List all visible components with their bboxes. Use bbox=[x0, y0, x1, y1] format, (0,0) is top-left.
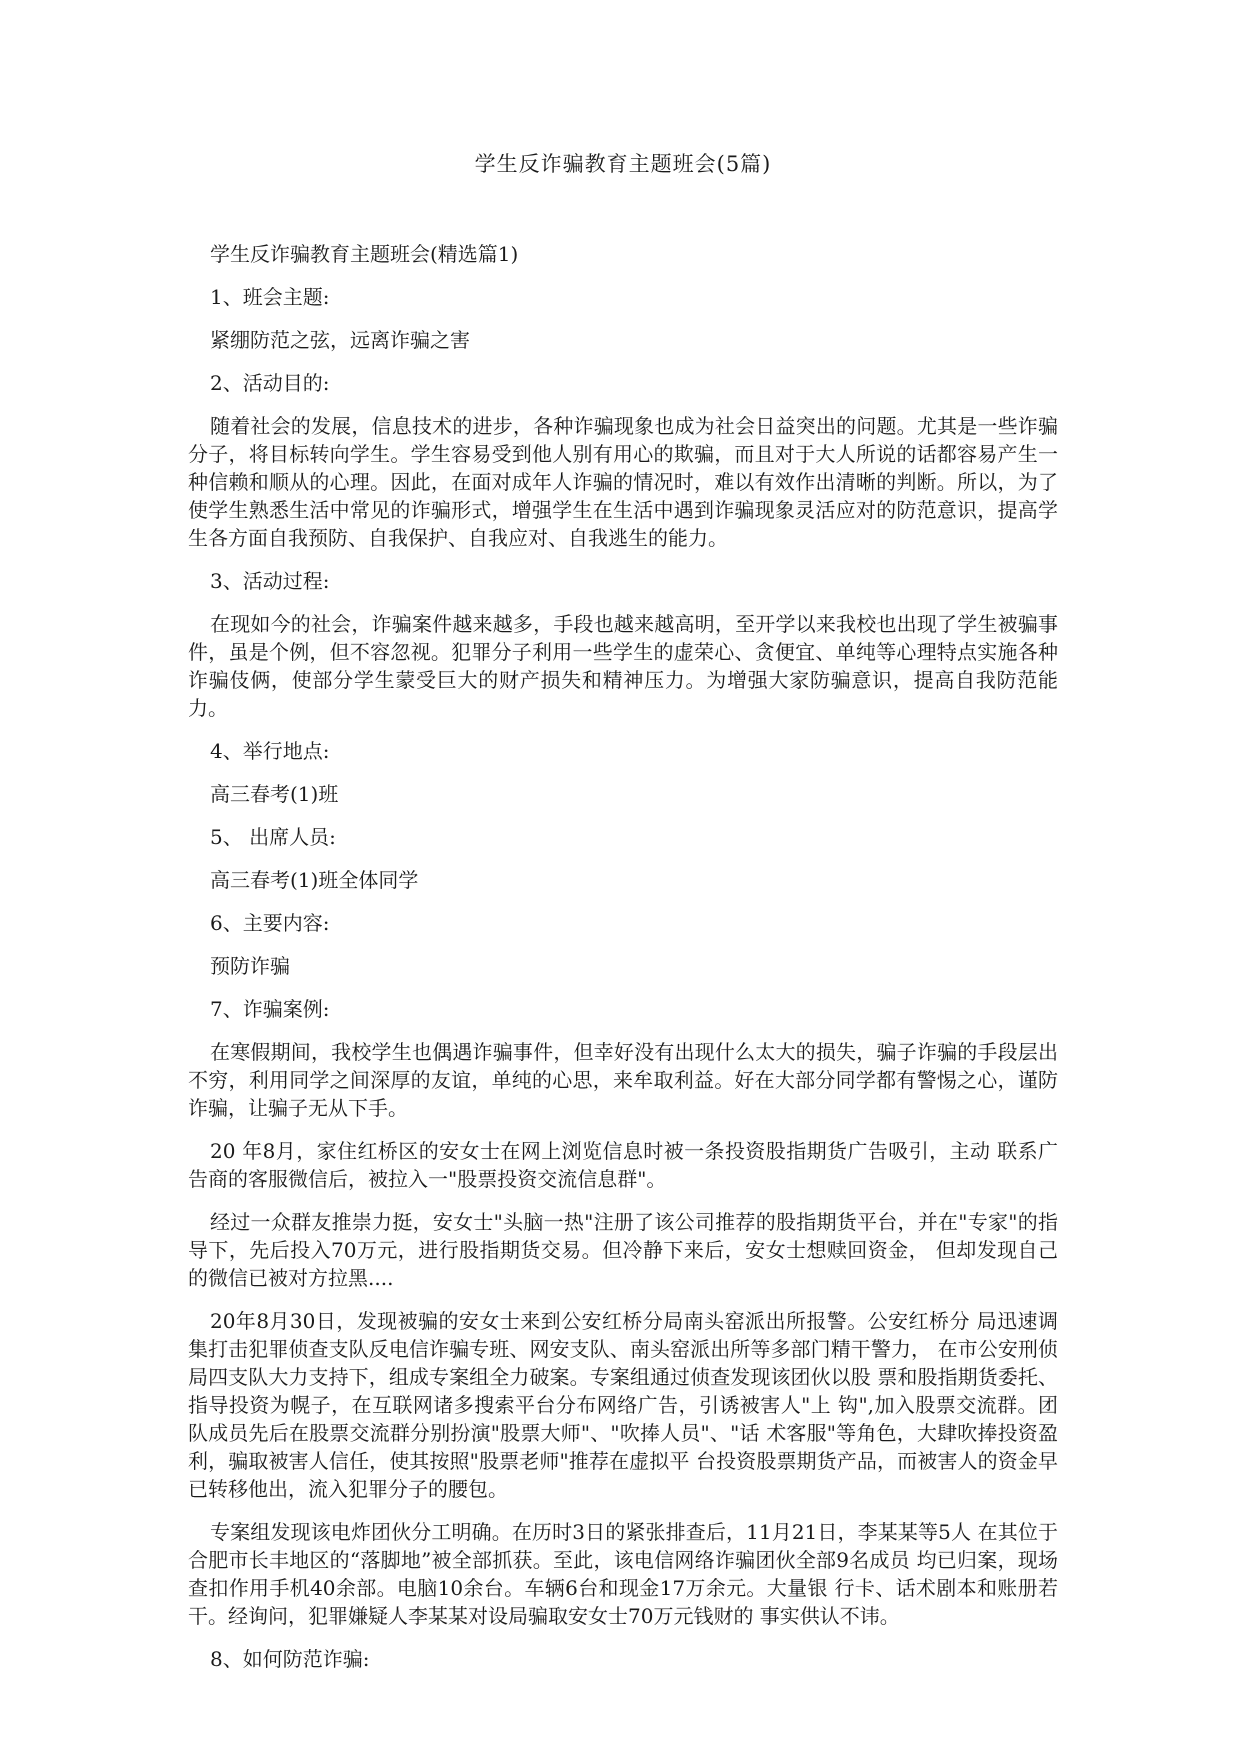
heading-attendees: 5、 出席人员: bbox=[210, 825, 336, 849]
paragraph-process: 在现如今的社会，诈骗案件越来越多，手段也越来越高明，至开学以来我校也出现了学生被骗事件，虽是个例，但不容忽视。犯罪分子利用一些学生的虚荣心、贪便宜、单纯等心理特点实施各种诈骗伎俩，使部分学生蒙受巨大的财产损失和精神压力。为增强大家防骗意识，提高自我防范能力。 bbox=[188, 612, 1058, 720]
paragraph-case-1: 20 年8月，家住红桥区的安女士在网上浏览信息时被一条投资股指期货广告吸引，主动 联系广告商的客服微信后，被拉入一"股票投资交流信息群"。 bbox=[188, 1139, 1058, 1191]
paragraph-case-3: 20年8月30日，发现被骗的安女士来到公安红桥分局南头窑派出所报警。公安红桥分 局迅速调集打击犯罪侦查支队反电信诈骗专班、网安支队、南头窑派出所等多部门精干警力， 在市公安刑侦局四支队大力支持下，组成专案组全力破案。专案组通过侦查发现该团伙以股 票和股指期货委托、指导投资为幌子，在互联网诸多搜索平台分布网络广告，引诱被害人"上 钩",加入股票交流群。团队成员先后在股票交流群分别扮演"股票大师"、"吹捧人员"、"话 术客服"等角色，大肆吹捧投资盈利，骗取被害人信任，使其按照"股票老师"推荐在虚拟平 台投资股票期货产品，而被害人的资金早已转移他出，流入犯罪分子的腰包。 bbox=[188, 1309, 1058, 1501]
section-title: 学生反诈骗教育主题班会(精选篇1) bbox=[210, 242, 519, 266]
heading-theme: 1、班会主题: bbox=[210, 285, 330, 309]
heading-location: 4、举行地点: bbox=[210, 739, 330, 763]
paragraph-purpose: 随着社会的发展，信息技术的进步，各种诈骗现象也成为社会日益突出的问题。尤其是一些诈骗分子，将目标转向学生。学生容易受到他人别有用心的欺骗，而且对于大人所说的话都容易产生一种信赖和顺从的心理。因此，在面对成年人诈骗的情况时，难以有效作出清晰的判断。所以，为了使学生熟悉生活中常见的诈骗形式，增强学生在生活中遇到诈骗现象灵活应对的防范意识，提高学生各方面自我预防、自我保护、自我应对、自我逃生的能力。 bbox=[188, 414, 1058, 550]
heading-content: 6、主要内容: bbox=[210, 911, 330, 935]
heading-purpose: 2、活动目的: bbox=[210, 371, 330, 395]
paragraph-location: 高三春考(1)班 bbox=[210, 782, 339, 806]
paragraph-content: 预防诈骗 bbox=[210, 954, 290, 978]
paragraph-case-intro: 在寒假期间，我校学生也偶遇诈骗事件，但幸好没有出现什么太大的损失，骗子诈骗的手段层出不穷，利用同学之间深厚的友谊，单纯的心思，来牟取利益。好在大部分同学都有警惕之心，谨防诈骗，让骗子无从下手。 bbox=[188, 1040, 1058, 1120]
heading-prevention: 8、如何防范诈骗: bbox=[210, 1647, 370, 1671]
paragraph-theme: 紧绷防范之弦，远离诈骗之害 bbox=[210, 328, 470, 352]
document-title: 学生反诈骗教育主题班会(5篇) bbox=[474, 152, 772, 176]
heading-cases: 7、诈骗案例: bbox=[210, 997, 330, 1021]
paragraph-case-4: 专案组发现该电炸团伙分工明确。在历时3日的紧张排查后，11月21日，李某某等5人 在其位于合肥市长丰地区的“落脚地”被全部抓获。至此，该电信网络诈骗团伙全部9名成员 均已归案，现场查扣作用手机40余部。电脑10余台。车辆6台和现金17万余元。大量银 行卡、话术剧本和账册若干。经询问，犯罪嫌疑人李某某对设局骗取安女士70万元钱财的 事实供认不讳。 bbox=[188, 1520, 1058, 1628]
heading-process: 3、活动过程: bbox=[210, 569, 330, 593]
paragraph-case-2: 经过一众群友推崇力挺，安女士"头脑一热"注册了该公司推荐的股指期货平台，并在"专家"的指导下，先后投入70万元，进行股指期货交易。但冷静下来后，安女士想赎回资金， 但却发现自己的微信已被对方拉黑.... bbox=[188, 1210, 1058, 1290]
paragraph-attendees: 高三春考(1)班全体同学 bbox=[210, 868, 419, 892]
